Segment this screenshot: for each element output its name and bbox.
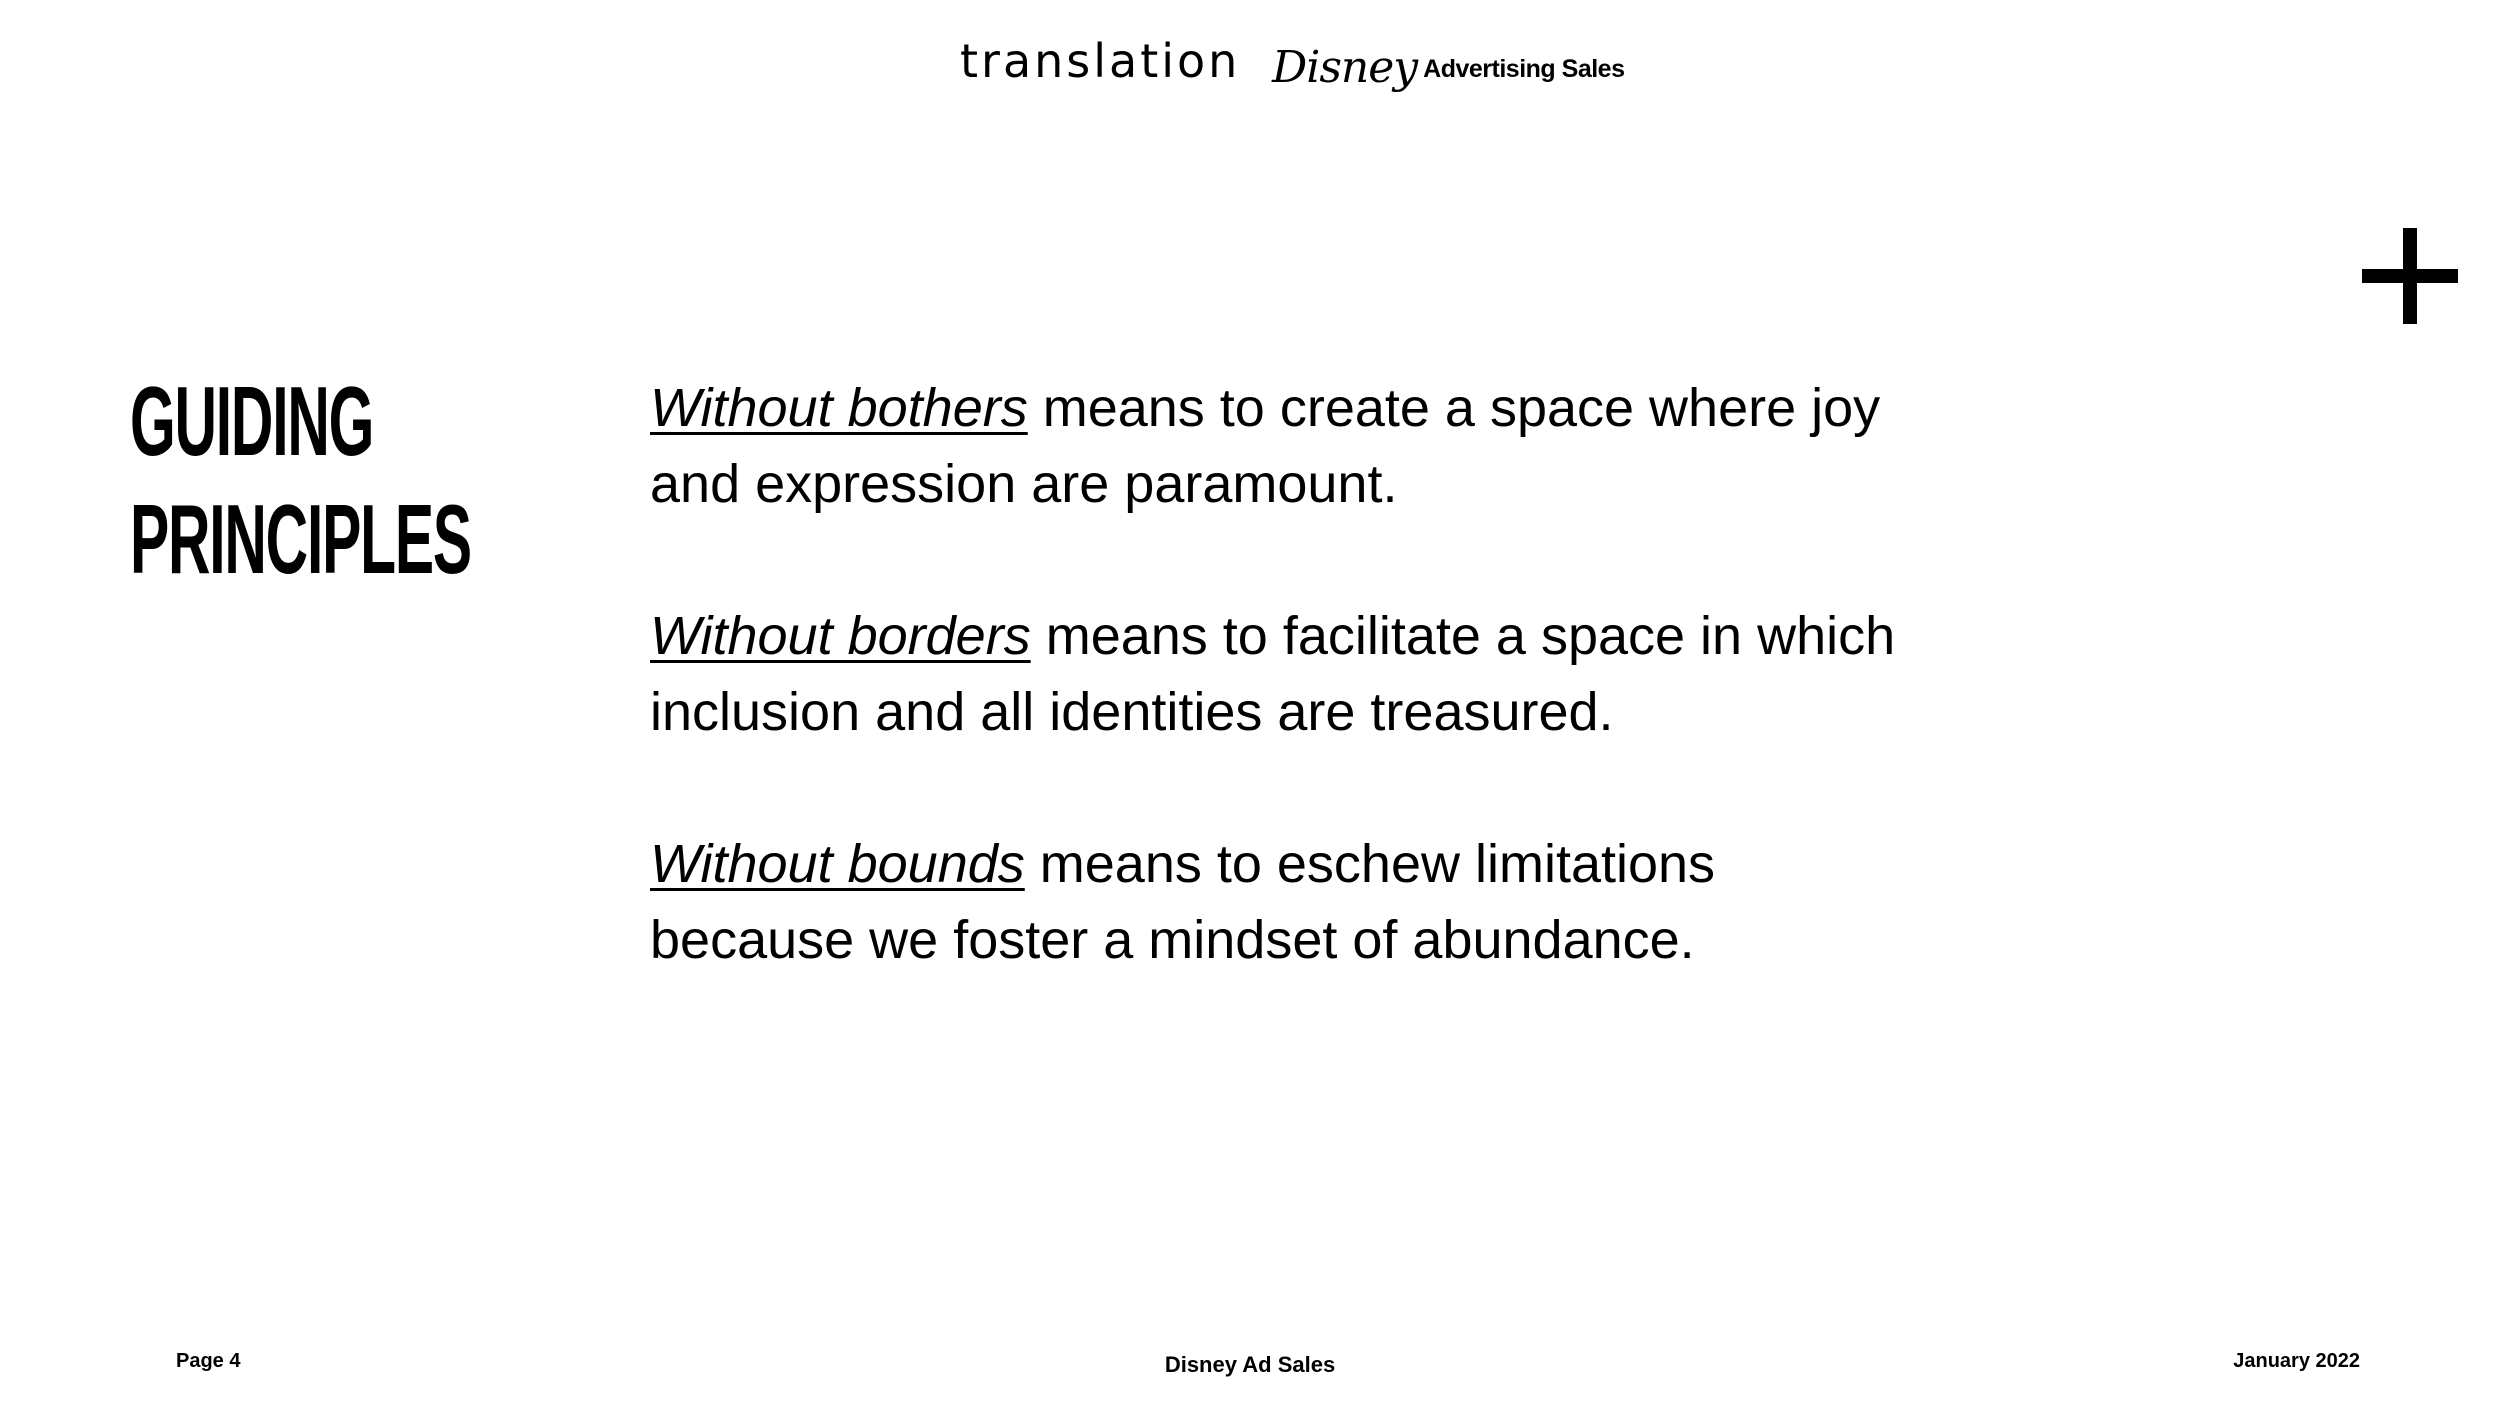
header <box>0 28 2500 98</box>
principles-body <box>650 370 1910 1054</box>
page-title <box>130 362 471 598</box>
page-title-line-2: PRINCIPLES <box>130 484 471 594</box>
disney-advertising-sales-logo <box>1272 34 1625 93</box>
footer-company: Disney Ad Sales <box>1164 1352 1336 1377</box>
principle-lead: Without borders <box>650 606 1031 666</box>
plus-icon <box>2362 228 2458 324</box>
disney-logo-subtitle: Advertising Sales <box>1423 55 1625 83</box>
principle-lead: Without bounds <box>650 834 1025 894</box>
principle-text: means to create a space where joy and expression are paramount. <box>650 378 1881 514</box>
principle-paragraph <box>650 826 1910 978</box>
principle-text: means to facilitate a space in which inclusion and all identities are treasured. <box>650 606 1896 742</box>
principle-lead: Without bothers <box>650 378 1028 438</box>
footer-date: January 2022 <box>2233 1350 2360 1372</box>
translation-logo: translation <box>960 34 1241 88</box>
disney-logo-script: Disney <box>1272 42 1418 93</box>
footer-page-number: Page 4 <box>176 1350 241 1372</box>
principle-paragraph <box>650 598 1910 750</box>
page-title-line-1: GUIDING <box>130 366 374 476</box>
principle-paragraph <box>650 370 1910 522</box>
principle-text: means to eschew limitations because we foster a mindset of abundance. <box>650 834 1716 970</box>
